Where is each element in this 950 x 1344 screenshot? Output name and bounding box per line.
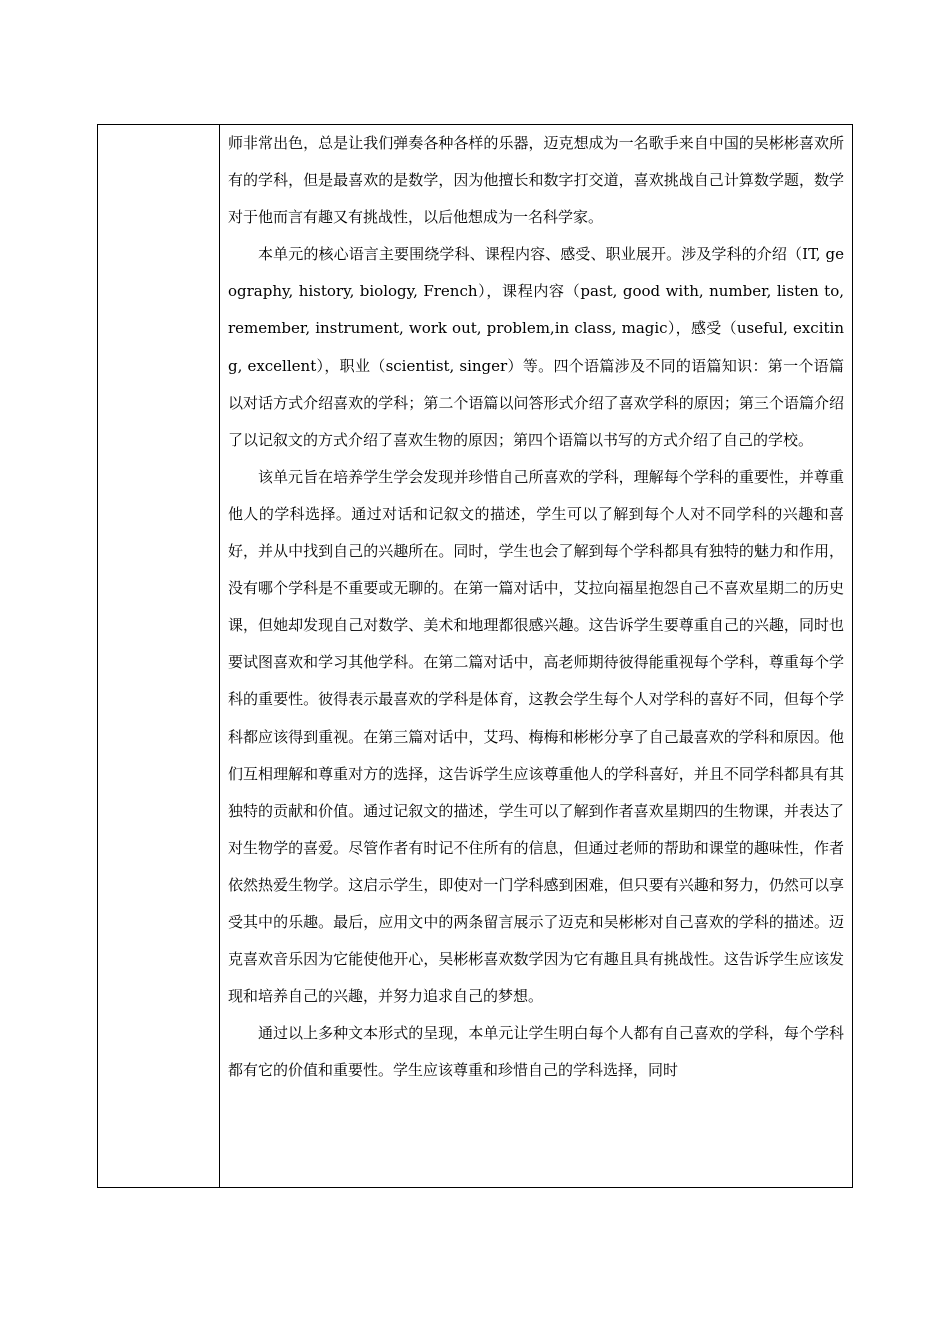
paragraph-summary: 通过以上多种文本形式的呈现，本单元让学生明白每个人都有自己喜欢的学科，每个学科都有它的价值和重要性。学生应该尊重和珍惜自己的学科选择，同时 xyxy=(228,1024,844,1080)
table-left-cell xyxy=(98,125,220,1187)
paragraph-core-language: 本单元的核心语言主要围绕学科、课程内容、感受、职业展开。涉及学科的介绍（IT, geography, history, biology, French），课程内容（past, good with, number, listen to, remember, instrument, work out, problem,in class, magic），感受（useful, exciting, excellent），职业（scientist, singer）等。四个语篇涉及不同的语篇知识：第一个语篇以对话方式介绍喜欢的学科；第二个语篇以问答形式介绍了喜欢学科的原因；第三个语篇介绍了以记叙文的方式介绍了喜欢生物的原因；第四个语篇以书写的方式介绍了自己的学校。 xyxy=(228,245,844,449)
paragraph-unit-goal: 该单元旨在培养学生学会发现并珍惜自己所喜欢的学科，理解每个学科的重要性，并尊重他人的学科选择。通过对话和记叙文的描述，学生可以了解到每个人对不同学科的兴趣和喜好，并从中找到自己的兴趣所在。同时，学生也会了解到每个学科都具有独特的魅力和作用，没有哪个学科是不重要或无聊的。在第一篇对话中，艾拉向福星抱怨自己不喜欢星期二的历史课，但她却发现自己对数学、美术和地理都很感兴趣。这告诉学生要尊重自己的兴趣，同时也要试图喜欢和学习其他学科。在第二篇对话中，高老师期待彼得能重视每个学科，尊重每个学科的重要性。彼得表示最喜欢的学科是体育，这教会学生每个人对学科的喜好不同，但每个学科都应该得到重视。在第三篇对话中，艾玛、梅梅和彬彬分享了自己最喜欢的学科和原因。他们互相理解和尊重对方的选择，这告诉学生应该尊重他人的学科喜好，并且不同学科都具有其独特的贡献和价值。通过记叙文的描述，学生可以了解到作者喜欢星期四的生物课，并表达了对生物学的喜爱。尽管作者有时记不住所有的信息，但通过老师的帮助和课堂的趣味性，作者依然热爱生物学。这启示学生，即使对一门学科感到困难，但只要有兴趣和努力，仍然可以享受其中的乐趣。最后，应用文中的两条留言展示了迈克和吴彬彬对自己喜欢的学科的描述。迈克喜欢音乐因为它能使他开心，吴彬彬喜欢数学因为它有趣且具有挑战性。这告诉学生应该发现和培养自己的兴趣，并努力追求自己的梦想。 xyxy=(228,467,844,1006)
content-table xyxy=(97,124,853,1188)
paragraph-continued: 师非常出色，总是让我们弹奏各种各样的乐器，迈克想成为一名歌手来自中国的吴彬彬喜欢所有的学科，但是最喜欢的是数学，因为他擅长和数字打交道，喜欢挑战自己计算数学题，数学对于他而言有趣又有挑战性，以后他想成为一名科学家。 xyxy=(228,134,844,227)
table-right-cell xyxy=(220,125,852,1187)
